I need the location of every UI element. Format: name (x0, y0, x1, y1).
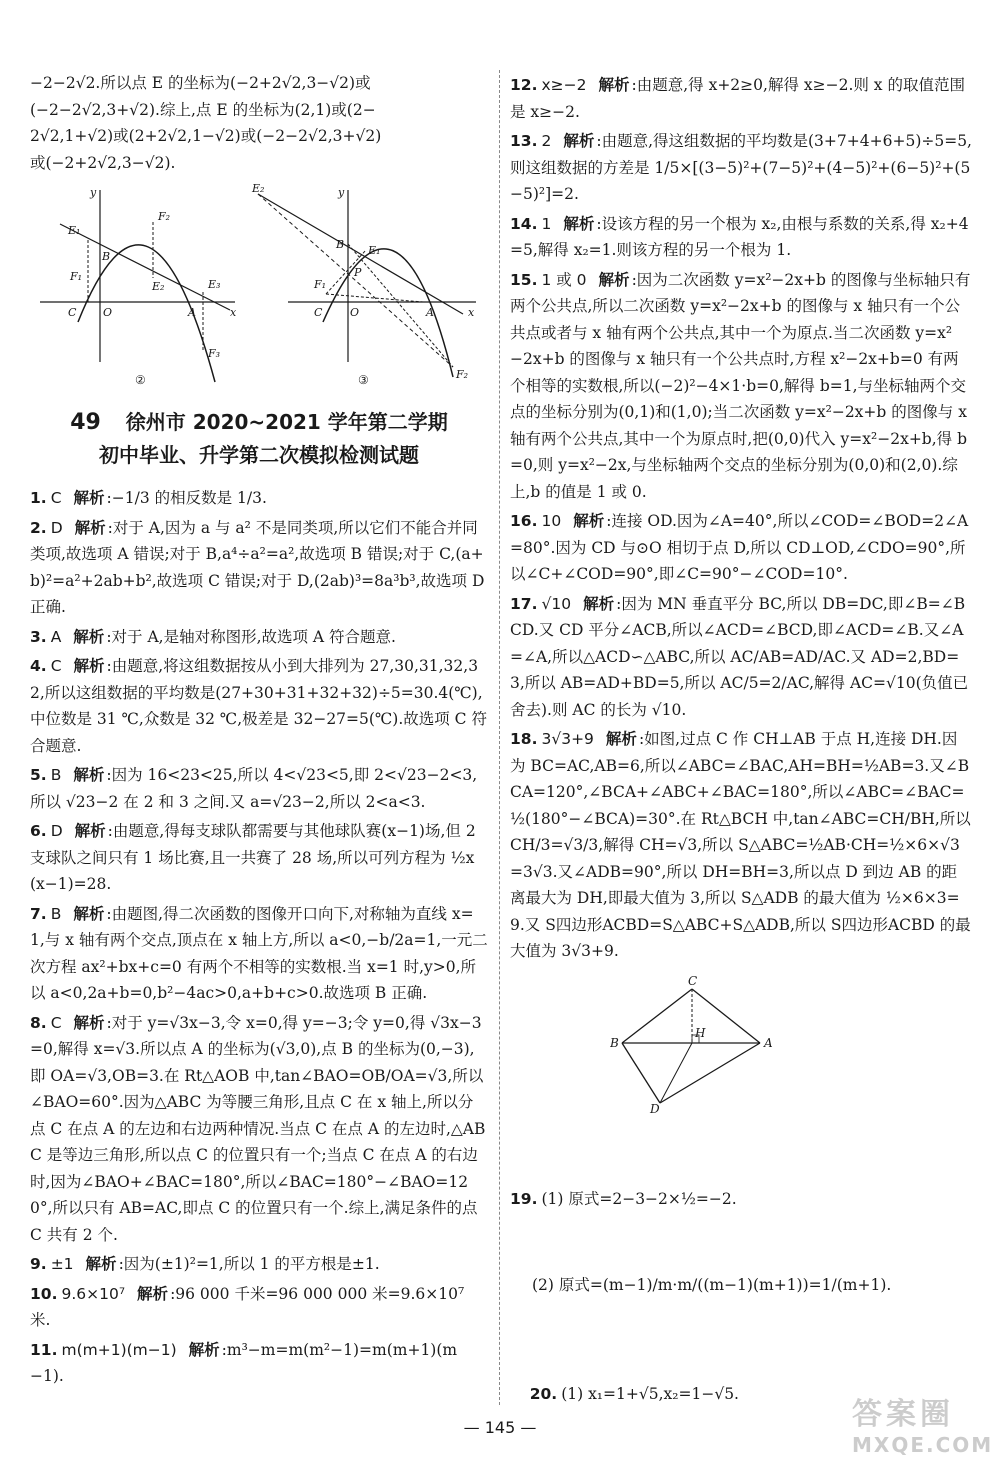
answer-item (510, 72, 972, 125)
item-number: 6. (30, 822, 47, 840)
item-label: 解析 (73, 766, 105, 784)
item-answer: x≥−2 (541, 76, 587, 94)
answer-item (30, 762, 488, 815)
fig3-label: E₁ (368, 244, 381, 257)
item-explanation: :如图,过点 C 作 CH⊥AB 于点 H,连接 DH.因为 BC=AC,AB=6,所以∠ABC=∠BAC,AH=BH=½AB=3.又∠BCA=120°,∠BCA+∠ABC+∠BAC=180°,所以∠ABC=∠BAC=½(180°−∠BCA)=30°.在 Rt△BCH 中,tan∠ABC=CH/BH,所以 CH/3=√3/3,解得 CH=√3,所以 S△ABC=½AB·CH=½×6×√3=3√3.又∠ADB=90°,所以 DH=BH=3,所以点 D 到边 AB 的距离最大为 DH,即最大值为 3,所以 S△ADB 的最大值为 ½×6×3=9.又 S四边形ACBD=S△ABC+S△ADB,所以 S四边形ACBD 的最大值为 3√3+9. (510, 730, 976, 960)
item-answer: B (50, 904, 62, 923)
answer-item (30, 1337, 488, 1390)
item-label: 解析 (598, 76, 630, 94)
section-title-line2: 初中毕业、升学第二次模拟检测试题 (99, 443, 419, 467)
question-19 (510, 1133, 972, 1351)
item-answer: D (50, 822, 63, 840)
section-title (30, 406, 488, 471)
item-explanation: :连接 OD.因为∠A=40°,所以∠COD=∠BOD=2∠A=80°.因为 CD 与⊙O 相切于点 D,所以 CD⊥OD,∠CDO=90°,所以∠C+∠COD=90°,即∠C=90°−∠COD=10°. (510, 512, 969, 583)
answer-item (30, 1010, 488, 1249)
item-answer: C (50, 657, 62, 675)
q19-part2: (2) 原式=(m−1)/m·m/((m−1)(m+1))=1/(m+1). (532, 1275, 892, 1294)
item-number: 12. (510, 76, 538, 94)
item-number: 15. (510, 270, 538, 289)
item-explanation: :因为 16<23<25,所以 4<√23<5,即 2<√23−2<3,所以 √23−2 在 2 和 3 之间.又 a=√23−2,所以 2<a<3. (30, 766, 478, 811)
item-number: 8. (30, 1013, 47, 1032)
item-number: 14. (510, 214, 538, 233)
answer-item (510, 726, 976, 965)
answer-item (30, 818, 488, 898)
fig2-label: E₃ (208, 278, 221, 291)
q20-part1: (1) x₁=1+√5,x₂=1−√5. (561, 1384, 739, 1403)
page-number: — 145 — (463, 1418, 537, 1437)
watermark-logo (852, 1389, 994, 1459)
item-label: 解析 (74, 822, 106, 840)
intro-line: 或(−2+2√2,3−√2). (30, 153, 176, 172)
item-explanation: :由题图,得二次函数的图像开口向下,对称轴为直线 x=1,与 x 轴有两个交点,顶点在 x 轴上方,所以 a<0,−b/2a=1,一元二次方程 ax²+bx+c=0 有两个不相等的实数根.当 x=1 时,y>0,所以 a<0,2a+b=0,b²−4ac>0,a+b+c>0.故选项 B 正确. (30, 904, 488, 1002)
quadrilateral-figure (610, 975, 972, 1124)
figure-2 (40, 182, 240, 392)
item-label: 解析 (573, 512, 605, 530)
fig3-label: E₂ (252, 182, 265, 195)
item-answer: m(m+1)(m−1) (61, 1340, 177, 1359)
item-explanation: :由题意,得这组数据的平均数是(3+7+4+6+5)÷5=5,则这组数据的方差是 1/5×[(3−5)²+(7−5)²+(4−5)²+(6−5)²+(5−5)²]=2. (510, 132, 972, 203)
item-explanation: :对于 A,是轴对称图形,故选项 A 符合题意. (106, 627, 396, 646)
item-number: 17. (510, 594, 538, 613)
item-number: 9. (30, 1255, 47, 1273)
item-label: 解析 (73, 657, 105, 675)
quad-label: H (695, 1025, 706, 1040)
item-label: 解析 (188, 1340, 220, 1359)
answer-item (510, 508, 972, 588)
item-label: 解析 (74, 518, 106, 537)
item-explanation: :对于 A,因为 a 与 a² 不是同类项,所以它们不能合并同类项,故选项 A 错误;对于 B,a⁴÷a²=a²,故选项 B 错误;对于 C,(a+b)²=a²+2ab+b²,故选项 C 错误;对于 D,(2ab)³=8a³b³,故选项 D 正确. (30, 518, 490, 616)
intro-line: (−2−2√2,3+√2).综上,点 E 的坐标为(2,1)或(2− (30, 100, 376, 119)
fig3-label: O (350, 306, 360, 319)
fig3-label: y (338, 186, 345, 199)
item-label: 解析 (73, 489, 105, 507)
fig2-label: O (103, 306, 113, 319)
item-number: 19. (510, 1190, 538, 1208)
item-explanation: :因为(±1)²=1,所以 1 的平方根是±1. (118, 1255, 380, 1273)
item-number: 2. (30, 518, 47, 537)
item-number: 4. (30, 657, 47, 675)
fig2-label: B (102, 250, 111, 263)
item-explanation: :由题意,将这组数据按从小到大排列为 27,30,31,32,32,所以这组数据的平均数是(27+30+31+32+32)÷5=30.4(℃),中位数是 31 ℃,众数是 32 ℃,极差是 32−27=5(℃).故选项 C 符合题意. (30, 657, 487, 755)
answer-item (510, 211, 972, 264)
fig3-label: A (426, 306, 434, 319)
item-number: 11. (30, 1340, 58, 1359)
item-explanation: :由题意,得每支球队都需要与其他球队赛(x−1)场,但 2 支球队之间只有 1 场比赛,且一共赛了 28 场,所以可列方程为 ½x(x−1)=28. (30, 822, 481, 893)
item-explanation: :设该方程的另一个根为 x₂,由根与系数的关系,得 x₂+4=5,解得 x₂=1.则该方程的另一个根为 1. (510, 214, 969, 259)
fig2-label: x (230, 306, 237, 319)
item-label: 解析 (137, 1284, 169, 1303)
fig3-label: C (314, 306, 323, 319)
fig3-label: B (336, 238, 345, 251)
section-number: 49 (70, 410, 101, 435)
fig2-label: C (68, 306, 77, 319)
right-column (510, 72, 976, 1437)
answer-item (30, 515, 488, 621)
item-number: 20. (529, 1384, 558, 1403)
fig2-label: F₂ (158, 210, 171, 223)
item-label: 解析 (563, 214, 595, 233)
answer-item (30, 1251, 488, 1278)
answer-item (510, 591, 972, 724)
fig2-label: y (90, 186, 97, 199)
answer-item (510, 128, 972, 208)
item-label: 解析 (73, 627, 105, 646)
item-answer: C (50, 1013, 62, 1032)
fig3-caption: ③ (358, 373, 369, 387)
item-answer: C (50, 489, 62, 507)
quad-label: A (764, 1035, 773, 1050)
quad-label: D (650, 1101, 660, 1115)
answer-item (30, 624, 488, 651)
item-answer: √10 (541, 594, 572, 613)
item-explanation: :96 000 千米=96 000 000 米=9.6×10⁷ 米. (30, 1284, 470, 1329)
item-answer: 1 (541, 214, 552, 233)
item-explanation: :m³−m=m(m²−1)=m(m+1)(m−1). (30, 1340, 458, 1385)
item-answer: B (50, 766, 62, 784)
item-answer: 1 或 0 (541, 270, 587, 289)
figures-row (30, 182, 488, 392)
watermark-line2: MXQE.COM (852, 1433, 994, 1457)
column-divider (499, 70, 500, 1405)
answer-item (30, 653, 488, 759)
fig2-label: E₁ (68, 224, 81, 237)
intro-line: 2√2,1+√2)或(2+2√2,1−√2)或(−2−2√2,3+√2) (30, 127, 382, 145)
item-number: 7. (30, 904, 47, 923)
item-label: 解析 (605, 730, 637, 748)
fig3-label: x (468, 306, 475, 319)
fig3-label: P (354, 266, 362, 279)
item-label: 解析 (583, 594, 615, 613)
item-answer: A (50, 627, 62, 646)
item-answer: 2 (541, 132, 552, 150)
fig2-label: E₂ (152, 280, 165, 293)
item-explanation: :由题意,得 x+2≥0,解得 x≥−2.则 x 的取值范围是 x≥−2. (510, 76, 965, 121)
item-number: 10. (30, 1284, 58, 1303)
item-number: 13. (510, 132, 538, 150)
item-answer: 9.6×10⁷ (61, 1284, 126, 1303)
intro-line: −2−2√2.所以点 E 的坐标为(−2+2√2,3−√2)或 (30, 74, 371, 92)
left-column (30, 70, 488, 1393)
left-items (30, 485, 488, 1390)
fig3-label: F₂ (456, 368, 469, 381)
fig2-caption: ② (135, 373, 146, 387)
item-label: 解析 (563, 132, 595, 150)
section-title-line1: 徐州市 2020~2021 学年第二学期 (125, 410, 448, 434)
figure-3 (248, 182, 478, 392)
item-answer: D (50, 518, 63, 537)
item-explanation: :因为二次函数 y=x²−2x+b 的图像与坐标轴只有两个公共点,所以二次函数 y=x²−2x+b 的图像与 x 轴只有一个公共点或者与 x 轴有两个公共点,其中一个为原点.当二次函数 y=x²−2x+b 的图像与 x 轴只有一个公共点时,方程 x²−2x+b=0 有两个相等的实数根,所以(−2)²−4×1·b=0,解得 b=1,与坐标轴两个交点的坐标分别为(0,1)和(1,0);当二次函数 y=x²−2x+b 的图像与 x 轴有两个公共点,其中一个为原点时,把(0,0)代入 y=x²−2x+b,得 b=0,则 y=x²−2x,与坐标轴两个交点的坐标分别为(0,0)和(2,0).综上,b 的值是 1 或 0. (510, 270, 972, 501)
item-explanation: :−1/3 的相反数是 1/3. (106, 489, 267, 507)
answer-item (30, 1281, 488, 1334)
fig2-label: A (188, 306, 196, 319)
item-label: 解析 (85, 1255, 117, 1273)
item-answer: ±1 (50, 1255, 74, 1273)
item-explanation: :因为 MN 垂直平分 BC,所以 DB=DC,即∠B=∠BCD.又 CD 平分∠ACB,所以∠ACD=∠BCD,即∠ACD=∠B.又∠A=∠A,所以△ACD∽△ABC,所以 AC/AB=AD/AC.又 AD=2,BD=3,所以 AB=AD+BD=5,所以 AC/5=2/AC,解得 AC=√10(负值已舍去).则 AC 的长为 √10. (510, 594, 969, 719)
item-explanation: :对于 y=√3x−3,令 x=0,得 y=−3;令 y=0,得 √3x−3=0,解得 x=√3.所以点 A 的坐标为(√3,0),点 B 的坐标为(0,−3),即 OA=√3,OB=3.在 Rt△AOB 中,tan∠BAO=OB/OA=√3,所以∠BAO=60°.因为△ABC 为等腰三角形,且点 C 在 x 轴上,所以分点 C 在点 A 的左边和右边两种情况.当点 C 在点 A 的左边时,△ABC 是等边三角形,所以点 C 的位置只有一个;当点 C 在点 A 的右边时,因为∠BAO+∠BAC=180°,所以∠BAC=180°−∠BAO=120°,所以只有 AB=AC,即点 C 的位置只有一个.综上,满足条件的点 C 共有 2 个. (30, 1013, 486, 1244)
item-number: 18. (510, 730, 538, 748)
item-label: 解析 (73, 1013, 105, 1032)
fig3-label: F₁ (314, 278, 327, 291)
answer-item (30, 901, 488, 1007)
quad-label: B (610, 1035, 619, 1050)
item-number: 3. (30, 627, 47, 646)
watermark-line1: 答案圈 (852, 1397, 954, 1432)
item-answer: 10 (541, 512, 562, 530)
right-items (510, 72, 976, 965)
answer-item (30, 485, 488, 512)
quad-diagram (610, 975, 790, 1115)
item-number: 1. (30, 489, 47, 507)
fig2-label: F₁ (70, 270, 83, 283)
item-number: 5. (30, 766, 47, 784)
item-label: 解析 (598, 270, 630, 289)
item-label: 解析 (73, 904, 105, 923)
item-number: 16. (510, 512, 538, 530)
intro-text (30, 70, 488, 176)
fig2-label: F₃ (208, 347, 221, 360)
item-answer: 3√3+9 (541, 730, 594, 748)
answer-item (510, 267, 972, 506)
q19-part1: (1) 原式=2−3−2×½=−2. (541, 1190, 737, 1208)
quad-label: C (688, 974, 698, 988)
